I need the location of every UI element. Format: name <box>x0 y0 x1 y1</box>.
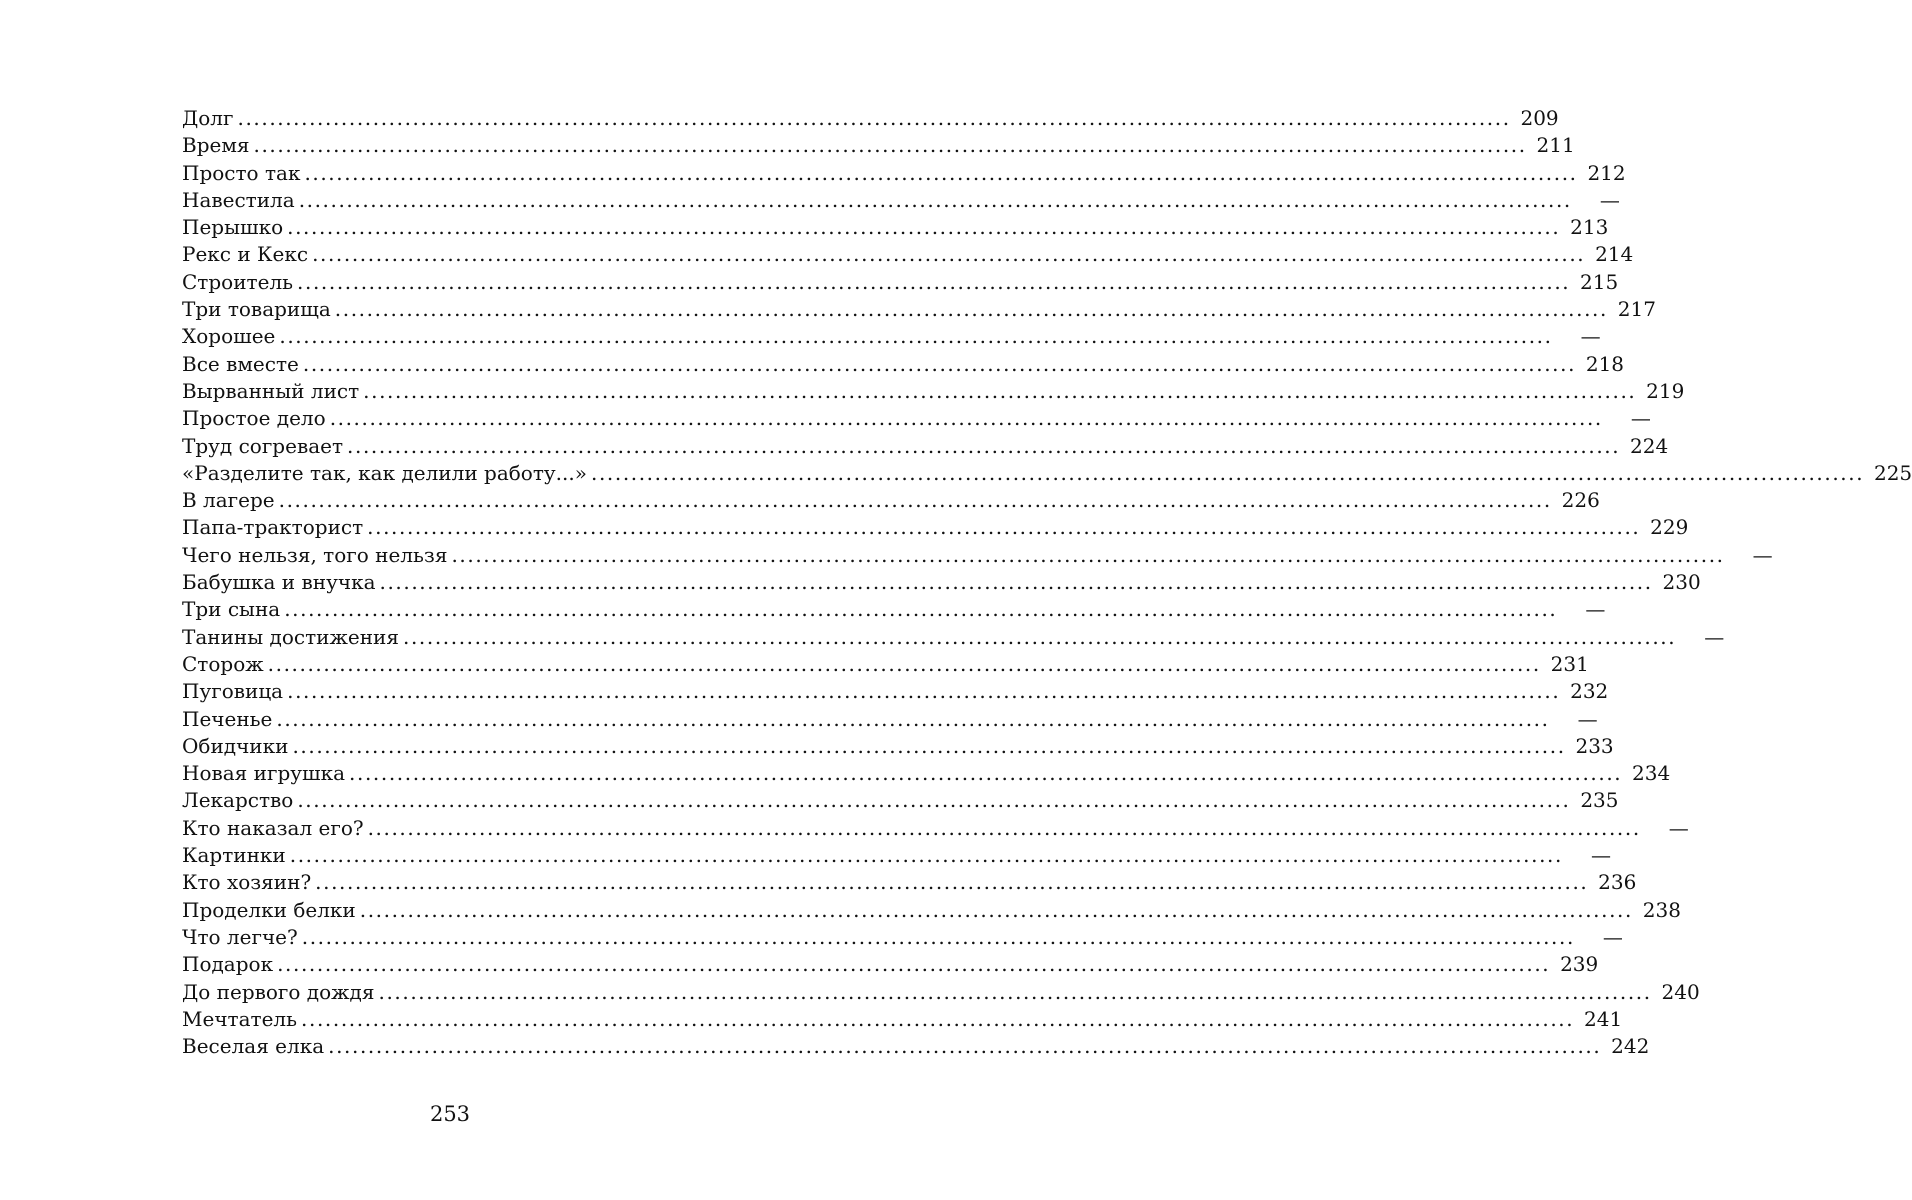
toc-entry-title: Подарок <box>182 952 274 977</box>
toc-entry-title: Перышко <box>182 215 284 240</box>
dot-leader: ................................................................................................................................................................ <box>297 788 1571 813</box>
dot-leader: ................................................................................................................................................................ <box>276 706 1550 731</box>
toc-entry-page: 239 <box>1560 952 1599 977</box>
toc-entry <box>182 678 1609 705</box>
toc-entry-title: Сторож <box>182 651 264 676</box>
toc-entry <box>182 241 1634 268</box>
dot-leader: ................................................................................................................................................................ <box>304 160 1578 185</box>
toc-entry-page: 235 <box>1580 788 1619 813</box>
toc-entry-page: 232 <box>1570 679 1609 704</box>
toc-entry-page: — <box>1752 542 1773 567</box>
toc-entry <box>182 269 1619 296</box>
toc-entry-page: 236 <box>1598 870 1637 895</box>
dot-leader: ................................................................................................................................................................ <box>328 1034 1602 1059</box>
toc-entry-page: 215 <box>1580 269 1619 294</box>
toc-entry-page: 233 <box>1575 733 1614 758</box>
toc-entry <box>182 187 1620 214</box>
toc-entry-title: Труд согревает <box>182 433 344 458</box>
toc-entry <box>182 433 1669 460</box>
toc-entry-title: Время <box>182 133 250 158</box>
toc-entry-page: — <box>1704 624 1725 649</box>
toc-entry-title: Строитель <box>182 269 294 294</box>
dot-leader: ................................................................................................................................................................ <box>312 242 1586 267</box>
toc-entry-page: 211 <box>1536 133 1575 158</box>
toc-entry-page: — <box>1668 815 1689 840</box>
toc-entry-page: — <box>1585 597 1606 622</box>
toc-entry-title: Кто хозяин? <box>182 870 312 895</box>
dot-leader: ................................................................................................................................................................ <box>289 843 1563 868</box>
toc-entry-page: 218 <box>1585 351 1625 376</box>
toc-entry-title: Печенье <box>182 706 273 731</box>
toc-entry-page: 234 <box>1632 761 1671 786</box>
toc-entry-title: До первого дождя <box>182 979 375 1004</box>
toc-entry-title: Долг <box>182 106 234 130</box>
toc-entry-page: 240 <box>1661 979 1700 1004</box>
toc-entry-title: Новая игрушка <box>182 761 346 786</box>
toc-entry-title: Хорошее <box>182 324 276 349</box>
toc-entry-title: Бабушка и внучка <box>182 570 376 595</box>
toc-entry <box>182 460 1912 487</box>
toc-entry <box>182 132 1575 159</box>
toc-entry <box>182 514 1689 541</box>
toc-entry-title: Просто так <box>182 160 301 185</box>
toc-entry-title: Вырванный лист <box>182 378 360 403</box>
toc-entry <box>182 569 1701 596</box>
toc-entry-title: Рекс и Кекс <box>182 242 309 267</box>
toc-entry-page: — <box>1580 324 1601 349</box>
toc-entry <box>182 624 1725 651</box>
toc-entry-title: Пуговица <box>182 679 284 704</box>
dot-leader: ................................................................................................................................................................ <box>378 979 1652 1004</box>
toc-entry <box>182 760 1671 787</box>
toc-entry-page: — <box>1630 406 1651 431</box>
dot-leader: ................................................................................................................................................................ <box>315 870 1589 895</box>
toc-entry-title: Навестила <box>182 187 295 212</box>
toc-entry-title: В лагере <box>182 488 275 513</box>
toc-entry-page: 217 <box>1617 297 1656 322</box>
toc-entry-title: «Разделите так, как делили работу...» <box>182 460 587 485</box>
toc-entry <box>182 323 1601 350</box>
dot-leader: ................................................................................................................................................................ <box>297 269 1571 294</box>
toc-entry-page: — <box>1599 187 1620 212</box>
toc-entry <box>182 351 1625 378</box>
toc-entry-title: Обидчики <box>182 733 289 758</box>
dot-leader: ................................................................................................................................................................ <box>367 515 1641 540</box>
dot-leader: ................................................................................................................................................................ <box>403 624 1677 649</box>
toc-entry-page: 214 <box>1595 242 1634 267</box>
toc-entry <box>182 924 1623 951</box>
dot-leader: ................................................................................................................................................................ <box>347 433 1621 458</box>
dot-leader: ................................................................................................................................................................ <box>287 215 1561 240</box>
dot-leader: ................................................................................................................................................................ <box>363 378 1637 403</box>
table-of-contents <box>182 105 1912 1060</box>
toc-entry <box>182 651 1589 678</box>
dot-leader: ................................................................................................................................................................ <box>367 815 1641 840</box>
toc-entry <box>182 405 1651 432</box>
toc-entry <box>182 378 1685 405</box>
dot-leader: ................................................................................................................................................................ <box>298 187 1572 212</box>
toc-entry-page: 212 <box>1587 160 1626 185</box>
toc-entry <box>182 596 1606 623</box>
toc-entry <box>182 296 1656 323</box>
dot-leader: ................................................................................................................................................................ <box>329 406 1603 431</box>
toc-entry-title: Папа-тракторист <box>182 515 364 540</box>
toc-entry-title: Простое дело <box>182 406 326 431</box>
dot-leader: ................................................................................................................................................................ <box>284 597 1558 622</box>
toc-entry-title: Мечтатель <box>182 1006 298 1031</box>
toc-entry <box>182 487 1600 514</box>
toc-entry <box>182 542 1773 569</box>
toc-entry <box>182 733 1614 760</box>
toc-entry <box>182 214 1609 241</box>
toc-entry <box>182 1006 1623 1033</box>
toc-entry <box>182 105 1559 132</box>
dot-leader: ................................................................................................................................................................ <box>379 570 1653 595</box>
toc-entry-title: Танины достижения <box>182 624 399 649</box>
toc-entry-page: 219 <box>1646 378 1685 403</box>
dot-leader: ................................................................................................................................................................ <box>451 542 1725 567</box>
toc-entry <box>182 869 1637 896</box>
toc-entry-page: 226 <box>1561 488 1600 513</box>
toc-entry-page: 225 <box>1873 460 1912 485</box>
toc-entry-title: Картинки <box>182 843 286 868</box>
toc-entry-title: Лекарство <box>182 788 294 813</box>
toc-entry-title: Кто наказал его? <box>182 815 364 840</box>
toc-entry <box>182 1033 1650 1060</box>
dot-leader: ................................................................................................................................................................ <box>301 1006 1575 1031</box>
toc-entry-page: 209 <box>1520 106 1559 130</box>
toc-entry-page: 241 <box>1584 1006 1623 1031</box>
toc-entry-title: Веселая елка <box>182 1034 325 1059</box>
toc-entry-title: Проделки белки <box>182 897 356 922</box>
dot-leader: ................................................................................................................................................................ <box>349 761 1623 786</box>
toc-entry-page: — <box>1590 843 1611 868</box>
toc-entry-title: Чего нельзя, того нельзя <box>182 542 448 567</box>
page-number: 253 <box>429 1102 471 1126</box>
toc-entry <box>182 160 1626 187</box>
toc-entry <box>182 815 1689 842</box>
toc-entry <box>182 706 1598 733</box>
toc-entry-page: 242 <box>1611 1034 1650 1059</box>
toc-entry-page: 224 <box>1630 433 1669 458</box>
dot-leader: ................................................................................................................................................................ <box>302 351 1577 376</box>
toc-entry <box>182 951 1599 978</box>
dot-leader: ................................................................................................................................................................ <box>267 651 1541 676</box>
toc-entry-page: 231 <box>1550 651 1589 676</box>
dot-leader: ................................................................................................................................................................ <box>253 133 1527 158</box>
toc-entry-title: Три сына <box>182 597 281 622</box>
toc-entry-title: Три товарища <box>182 297 331 322</box>
dot-leader: ................................................................................................................................................................ <box>590 460 1865 485</box>
toc-entry-page: 213 <box>1570 215 1609 240</box>
dot-leader: ................................................................................................................................................................ <box>278 488 1552 513</box>
toc-entry-page: 238 <box>1642 897 1681 922</box>
dot-leader: ................................................................................................................................................................ <box>292 733 1566 758</box>
dot-leader: ................................................................................................................................................................ <box>301 924 1575 949</box>
dot-leader: ................................................................................................................................................................ <box>237 106 1511 130</box>
toc-entry <box>182 787 1619 814</box>
toc-entry <box>182 842 1611 869</box>
toc-entry-title: Все вместе <box>182 351 299 376</box>
dot-leader: ................................................................................................................................................................ <box>277 952 1551 977</box>
dot-leader: ................................................................................................................................................................ <box>287 679 1561 704</box>
toc-entry-page: 229 <box>1650 515 1689 540</box>
toc-entry <box>182 897 1681 924</box>
dot-leader: ................................................................................................................................................................ <box>359 897 1633 922</box>
toc-entry <box>182 979 1700 1006</box>
toc-entry-page: — <box>1602 924 1623 949</box>
dot-leader: ................................................................................................................................................................ <box>279 324 1553 349</box>
toc-entry-page: 230 <box>1662 570 1701 595</box>
toc-entry-page: — <box>1577 706 1598 731</box>
dot-leader: ................................................................................................................................................................ <box>334 297 1608 322</box>
toc-entry-title: Что легче? <box>182 924 298 949</box>
